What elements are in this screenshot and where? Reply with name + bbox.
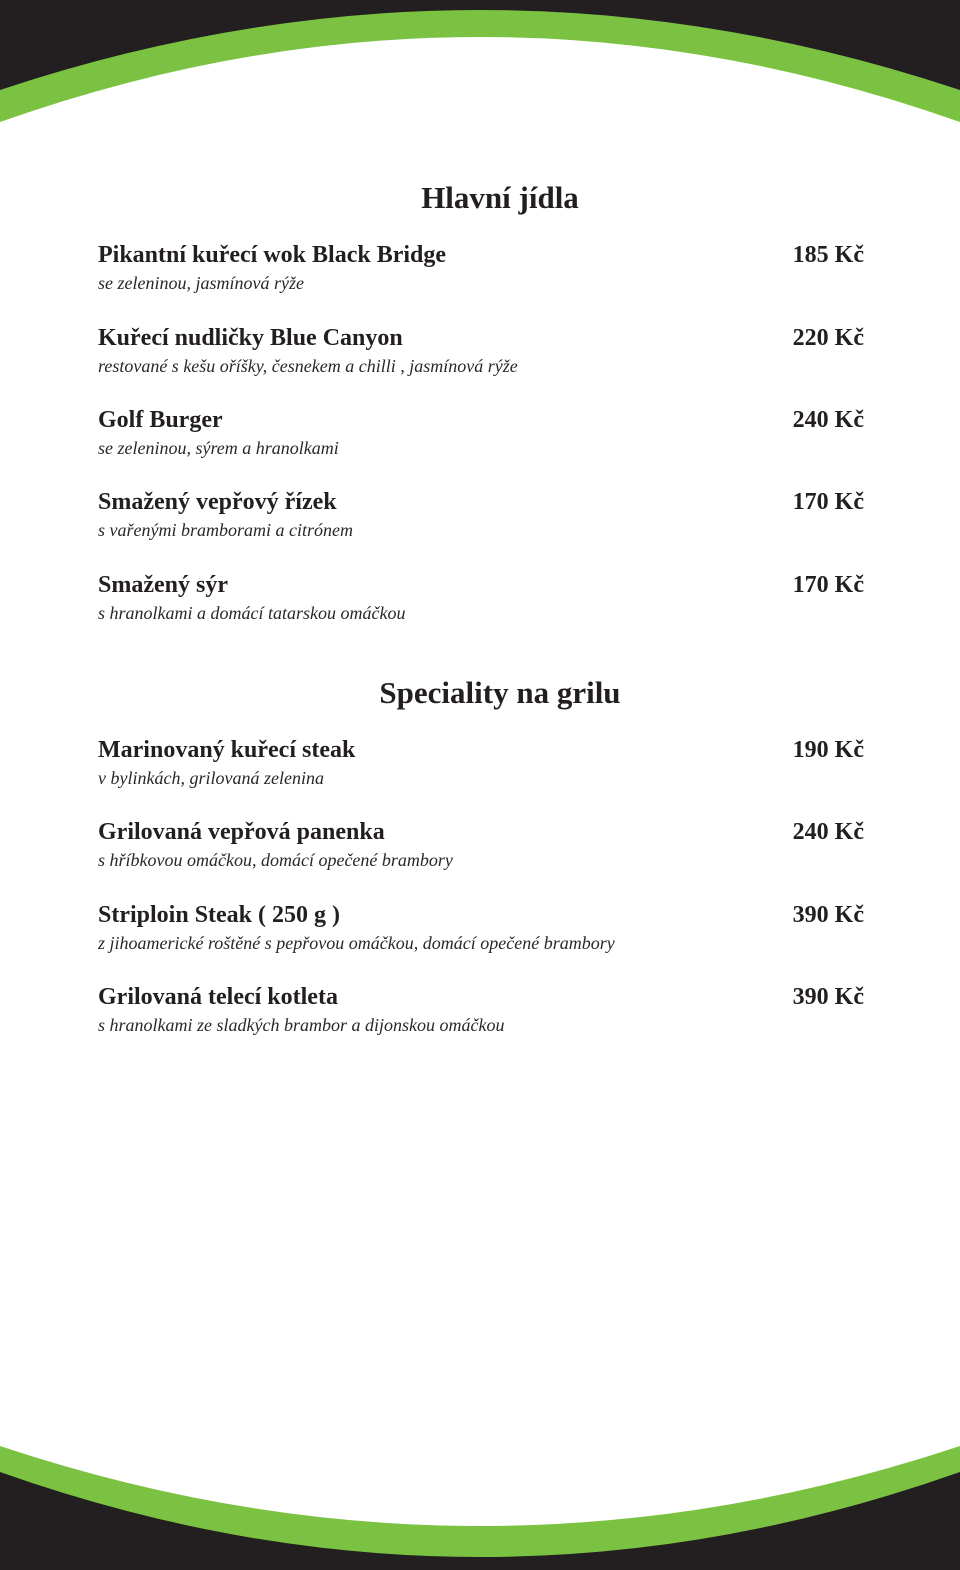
- menu-item: [98, 488, 864, 558]
- item-description: s hříbkovou omáčkou, domácí opečené brambory: [98, 850, 453, 870]
- top-decorative-band: [0, 0, 960, 140]
- item-price: 390 Kč: [792, 902, 864, 928]
- item-name: Grilovaná vepřová panenka: [98, 819, 385, 845]
- item-name: Smažený vepřový řízek: [98, 489, 337, 515]
- menu-item: [98, 983, 864, 1053]
- item-description: se zeleninou, sýrem a hranolkami: [98, 438, 339, 458]
- item-description: s vařenými bramborami a citrónem: [98, 520, 353, 540]
- bottom-decorative-band: [0, 1430, 960, 1570]
- item-name: Pikantní kuřecí wok Black Bridge: [98, 242, 447, 268]
- menu-item: [98, 736, 864, 806]
- section-title: Hlavní jídla: [421, 180, 579, 215]
- item-name: Golf Burger: [98, 407, 223, 433]
- menu-item: [98, 241, 864, 311]
- item-name: Kuřecí nudličky Blue Canyon: [98, 325, 403, 351]
- item-name: Smažený sýr: [98, 572, 228, 598]
- item-description: v bylinkách, grilovaná zelenina: [98, 768, 324, 788]
- item-name: Grilovaná telecí kotleta: [98, 984, 338, 1010]
- item-price: 240 Kč: [792, 407, 864, 433]
- menu-item: [98, 818, 864, 888]
- item-description: z jihoamerické roštěné s pepřovou omáčkou, domácí opečené brambory: [98, 933, 615, 953]
- item-name: Marinovaný kuřecí steak: [98, 737, 356, 763]
- item-price: 170 Kč: [792, 489, 864, 515]
- section-title: Speciality na grilu: [379, 675, 621, 710]
- item-price: 190 Kč: [792, 737, 864, 763]
- item-price: 185 Kč: [792, 242, 864, 268]
- item-price: 170 Kč: [792, 572, 864, 598]
- menu-item: [98, 571, 864, 641]
- menu-item: [98, 324, 864, 394]
- item-price: 390 Kč: [792, 984, 864, 1010]
- menu-item: [98, 406, 864, 476]
- item-price: 240 Kč: [792, 819, 864, 845]
- item-description: se zeleninou, jasmínová rýže: [98, 273, 304, 293]
- item-description: s hranolkami ze sladkých brambor a dijonskou omáčkou: [98, 1015, 505, 1035]
- menu-item: [98, 901, 864, 971]
- item-description: restované s kešu oříšky, česnekem a chilli , jasmínová rýže: [98, 356, 518, 376]
- item-name: Striploin Steak ( 250 g ): [98, 902, 341, 928]
- item-price: 220 Kč: [792, 325, 864, 351]
- item-description: s hranolkami a domácí tatarskou omáčkou: [98, 603, 406, 623]
